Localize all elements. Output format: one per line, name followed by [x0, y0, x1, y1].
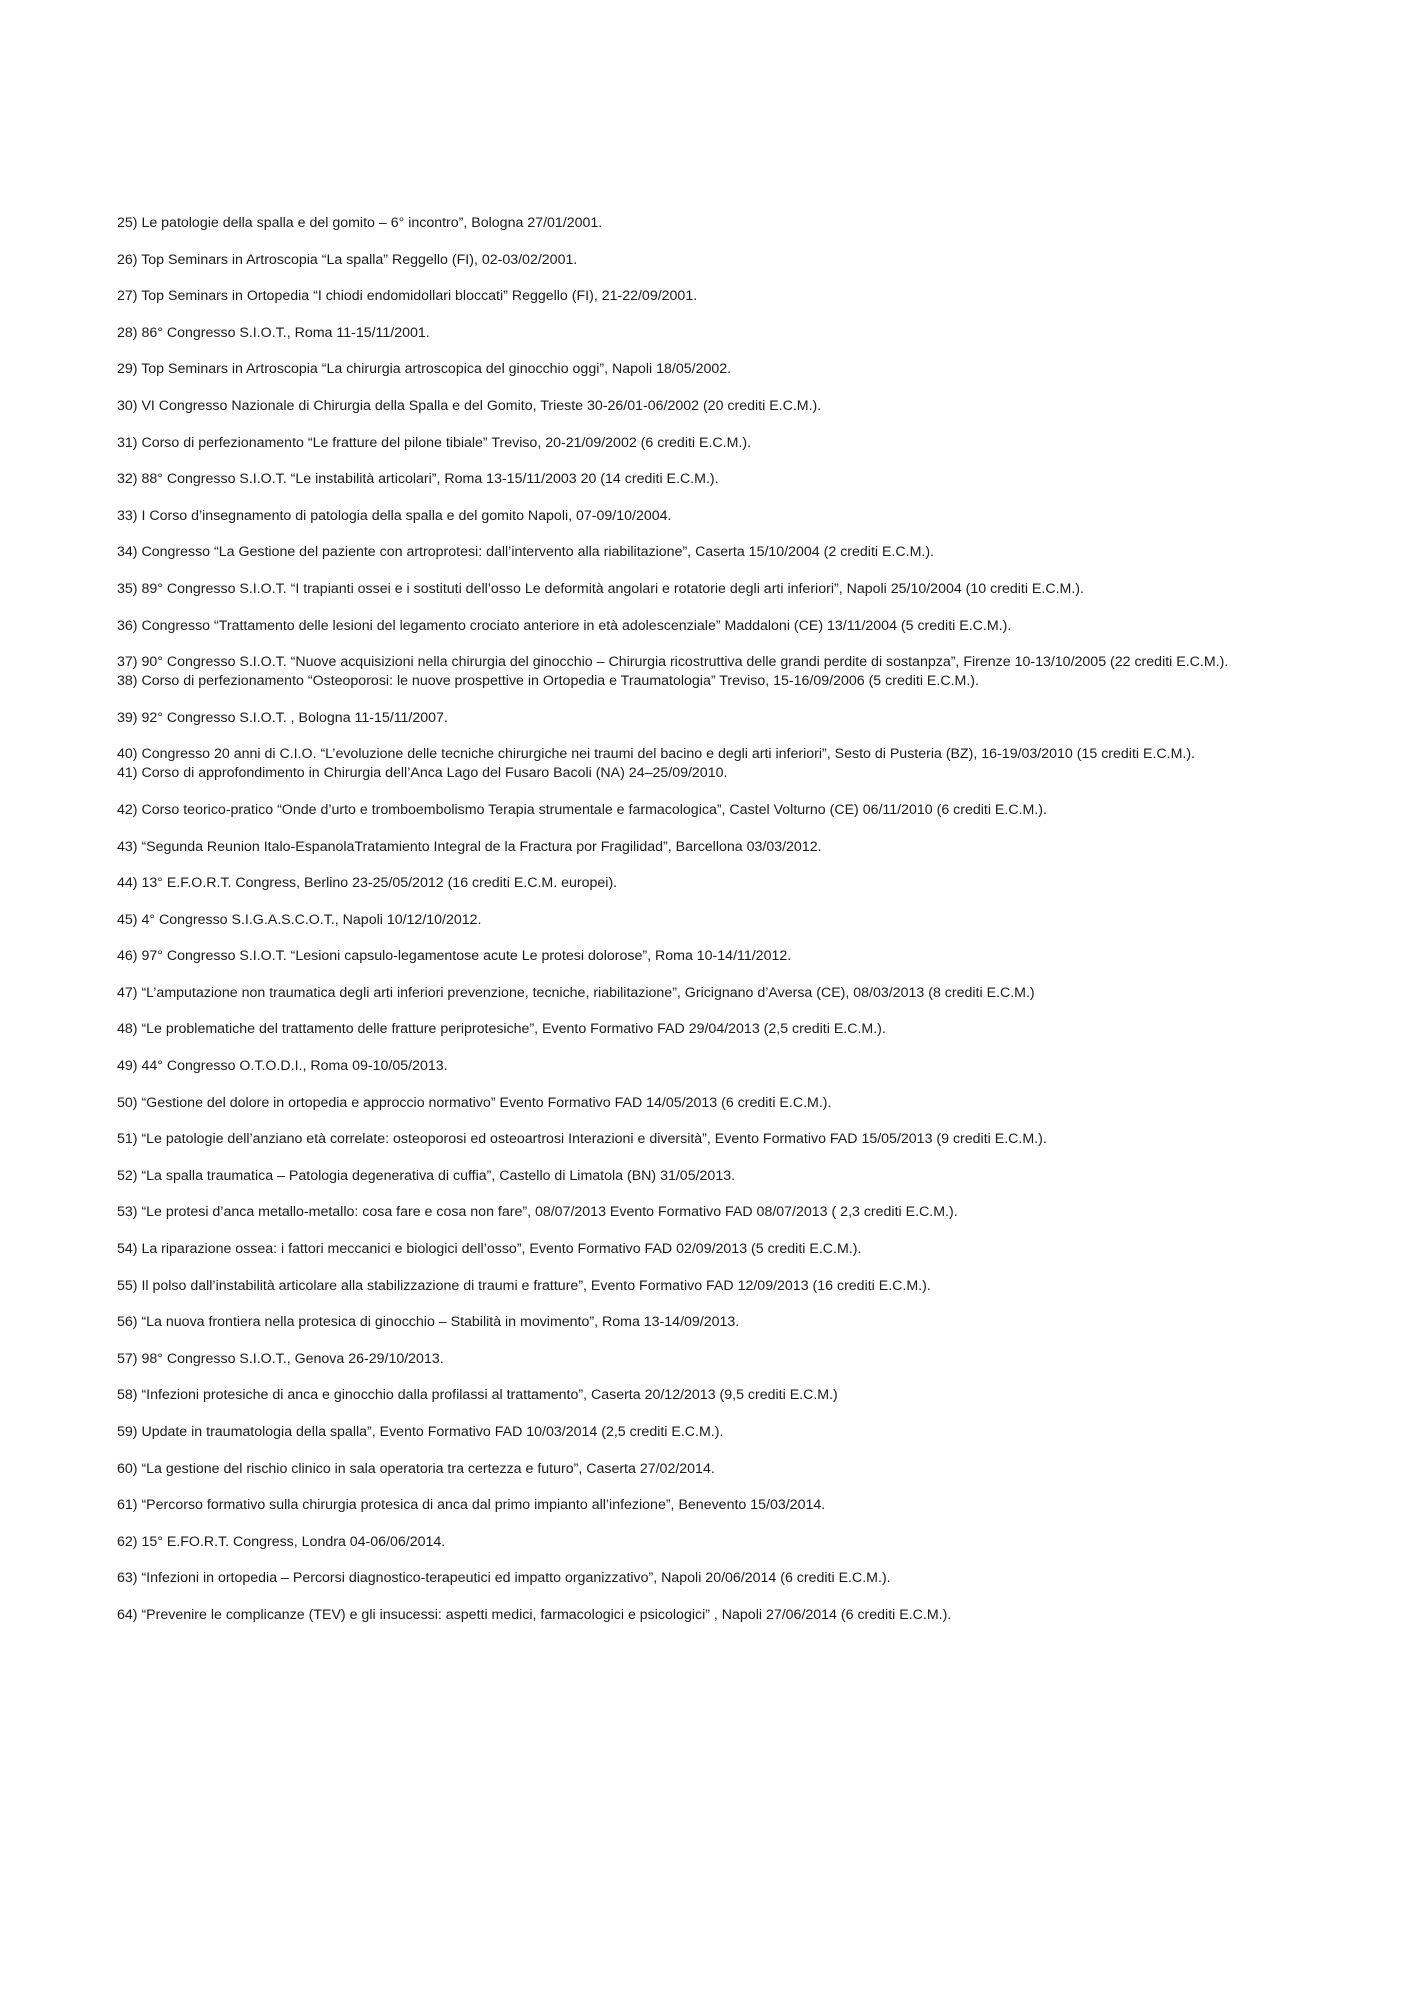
list-item: 41) Corso di approfondimento in Chirurgia dell’Anca Lago del Fusaro Bacoli (NA) 24–25/09/2010.	[117, 765, 728, 782]
list-item: 61) “Percorso formativo sulla chirurgia protesica di anca dal primo impianto all’infezione”, Benevento 15/03/2014.	[117, 1497, 826, 1514]
list-item: 48) “Le problematiche del trattamento delle fratture periprotesiche”, Evento Formativo FAD 29/04/2013 (2,5 crediti E.C.M.).	[117, 1021, 886, 1038]
list-item: 39) 92° Congresso S.I.O.T. , Bologna 11-15/11/2007.	[117, 709, 448, 726]
list-item: 38) Corso di perfezionamento “Osteoporosi: le nuove prospettive in Ortopedia e Traumatologia” Treviso, 15-16/09/2006 (5 crediti E.C.M.).	[117, 673, 979, 690]
list-item: 47) “L’amputazione non traumatica degli arti inferiori prevenzione, tecniche, riabilitazione”, Gricignano d’Aversa (CE), 08/03/2013 (8 crediti E.C.M.)	[117, 984, 1035, 1001]
list-item: 45) 4° Congresso S.I.G.A.S.C.O.T., Napoli 10/12/10/2012.	[117, 911, 482, 928]
list-item: 49) 44° Congresso O.T.O.D.I., Roma 09-10/05/2013.	[117, 1058, 448, 1075]
list-item: 58) “Infezioni protesiche di anca e ginocchio dalla profilassi al trattamento”, Caserta 20/12/2013 (9,5 crediti E.C.M.)	[117, 1387, 838, 1404]
list-item: 52) “La spalla traumatica – Patologia degenerativa di cuffia”, Castello di Limatola (BN) 31/05/2013.	[117, 1167, 736, 1184]
list-item: 63) “Infezioni in ortopedia – Percorsi diagnostico-terapeutici ed impatto organizzativo”, Napoli 20/06/2014 (6 crediti E.C.M.).	[117, 1570, 891, 1587]
list-item: 51) “Le patologie dell’anziano età correlate: osteoporosi ed osteoartrosi Interazioni e diversità”, Evento Formativo FAD 15/05/2013 (9 crediti E.C.M.).	[117, 1131, 1047, 1148]
list-item: 56) “La nuova frontiera nella protesica di ginocchio – Stabilità in movimento”, Roma 13-14/09/2013.	[117, 1314, 740, 1331]
list-item: 42) Corso teorico-pratico “Onde d’urto e tromboembolismo Terapia strumentale e farmacologica”, Castel Volturno (CE) 06/11/2010 (6 crediti E.C.M.).	[117, 801, 1047, 818]
list-item: 29) Top Seminars in Artroscopia “La chirurgia artroscopica del ginocchio oggi”, Napoli 18/05/2002.	[117, 361, 732, 378]
list-item: 35) 89° Congresso S.I.O.T. “I trapianti ossei e i sostituti dell’osso Le deformità angolari e rotatorie degli arti inferiori”, Napoli 25/10/2004 (10 crediti E.C.M.).	[117, 580, 1084, 597]
list-item: 33) I Corso d’insegnamento di patologia della spalla e del gomito Napoli, 07-09/10/2004.	[117, 507, 672, 524]
list-item: 40) Congresso 20 anni di C.I.O. “L’evoluzione delle tecniche chirurgiche nei traumi del bacino e degli arti inferiori”, Sesto di Pusteria (BZ), 16-19/03/2010 (15 crediti E.C.M.).	[117, 746, 1195, 763]
list-item: 36) Congresso “Trattamento delle lesioni del legamento crociato anteriore in età adolescenziale” Maddaloni (CE) 13/11/2004 (5 crediti E.C.M.).	[117, 617, 1012, 634]
list-item: 46) 97° Congresso S.I.O.T. “Lesioni capsulo-legamentose acute Le protesi dolorose”, Roma 10-14/11/2012.	[117, 948, 792, 965]
list-item: 28) 86° Congresso S.I.O.T., Roma 11-15/11/2001.	[117, 324, 430, 341]
list-item: 54) La riparazione ossea: i fattori meccanici e biologici dell’osso”, Evento Formativo FAD 02/09/2013 (5 crediti E.C.M.).	[117, 1241, 862, 1258]
list-item: 50) “Gestione del dolore in ortopedia e approccio normativo” Evento Formativo FAD 14/05/2013 (6 crediti E.C.M.).	[117, 1094, 832, 1111]
list-item: 57) 98° Congresso S.I.O.T., Genova 26-29/10/2013.	[117, 1350, 444, 1367]
list-item: 26) Top Seminars in Artroscopia “La spalla” Reggello (FI), 02-03/02/2001.	[117, 251, 578, 268]
list-item: 59) Update in traumatologia della spalla”, Evento Formativo FAD 10/03/2014 (2,5 crediti E.C.M.).	[117, 1424, 724, 1440]
list-item: 27) Top Seminars in Ortopedia “I chiodi endomidollari bloccati” Reggello (FI), 21-22/09/2001.	[117, 288, 698, 305]
list-item: 32) 88° Congresso S.I.O.T. “Le instabilità articolari”, Roma 13-15/11/2003 20 (14 crediti E.C.M.).	[117, 471, 719, 488]
list-item: 34) Congresso “La Gestione del paziente con artroprotesi: dall’intervento alla riabilitazione”, Caserta 15/10/2004 (2 crediti E.C.M.).	[117, 544, 934, 561]
list-item: 30) VI Congresso Nazionale di Chirurgia della Spalla e del Gomito, Trieste 30-26/01-06/2002 (20 crediti E.C.M.).	[117, 397, 822, 414]
list-item: 31) Corso di perfezionamento “Le fratture del pilone tibiale” Treviso, 20-21/09/2002 (6 crediti E.C.M.).	[117, 434, 752, 451]
congress-list	[117, 214, 1297, 1643]
list-item: 60) “La gestione del rischio clinico in sala operatoria tra certezza e futuro”, Caserta 27/02/2014.	[117, 1460, 715, 1477]
list-item: 43) “Segunda Reunion Italo-EspanolaTratamiento Integral de la Fractura por Fragilidad”, Barcellona 03/03/2012.	[117, 838, 822, 855]
list-item: 62) 15° E.FO.R.T. Congress, Londra 04-06/06/2014.	[117, 1533, 446, 1550]
list-item: 53) “Le protesi d’anca metallo-metallo: cosa fare e cosa non fare”, 08/07/2013 Evento Formativo FAD 08/07/2013 ( 2,3 crediti E.C.M.).	[117, 1204, 958, 1221]
list-item: 25) Le patologie della spalla e del gomito – 6° incontro”, Bologna 27/01/2001.	[117, 215, 603, 231]
list-item: 55) Il polso dall’instabilità articolare alla stabilizzazione di traumi e fratture”, Evento Formativo FAD 12/09/2013 (16 crediti E.C.M.).	[117, 1277, 931, 1294]
list-item: 44) 13° E.F.O.R.T. Congress, Berlino 23-25/05/2012 (16 crediti E.C.M. europei).	[117, 875, 618, 892]
list-item: 37) 90° Congresso S.I.O.T. “Nuove acquisizioni nella chirurgia del ginocchio – Chirurgia ricostruttiva delle grandi perdite di sostanpza”, Firenze 10-13/10/2005 (22 crediti E.C.M.).	[117, 654, 1229, 671]
list-item: 64) “Prevenire le complicanze (TEV) e gli insucessi: aspetti medici, farmacologici e psicologici” , Napoli 27/06/2014 (6 crediti E.C.M.).	[117, 1606, 952, 1623]
